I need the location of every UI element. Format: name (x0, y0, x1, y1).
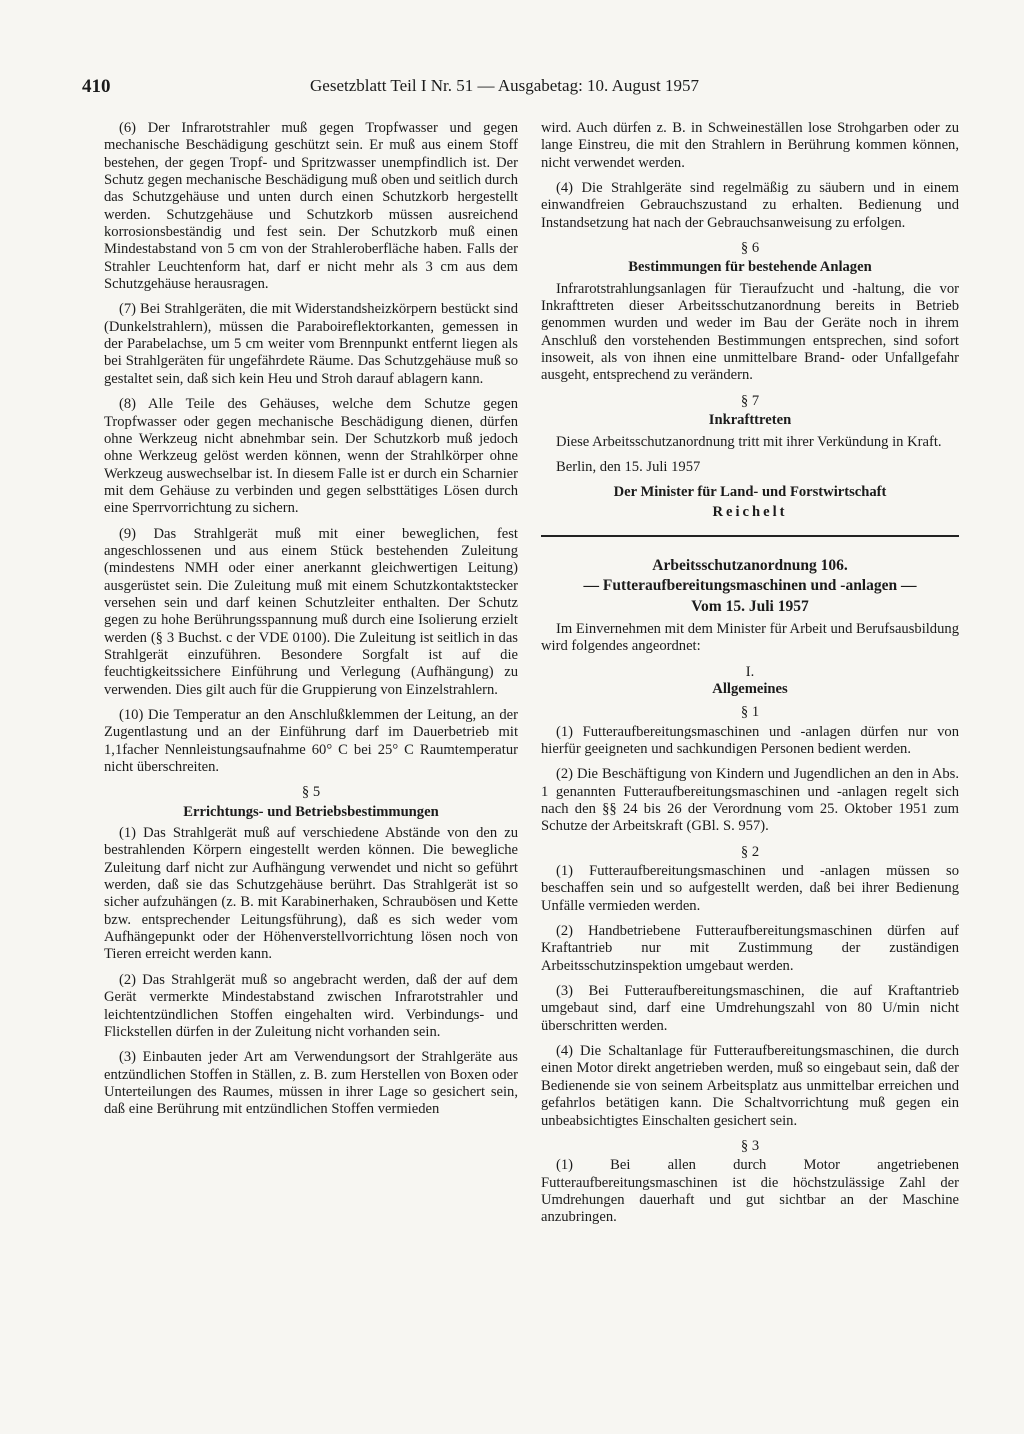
minister-title: Der Minister für Land- und Forstwirtschaft (613, 484, 887, 501)
section-1-paragraph-2: (2) Die Beschäftigung von Kindern und Jugendlichen an den in Abs. 1 genannten Futteraufbereitungsmaschinen und -anlagen regelt sich nach den §§ 24 bis 26 der Verordnung vom 25. Oktober 1951 zum Schutze der Arbeitskraft (GBl. S. 957). (541, 766, 959, 835)
section-6-number: § 6 (740, 240, 760, 257)
section-5-paragraph-2: (2) Das Strahlgerät muß so angebracht werden, daß der auf dem Gerät vermerkte Mindestabstand zwischen Infrarotstrahler und leichtentzündlichen Stoffen eingehalten wird. Verbindungs- und Flickstellen dürfen in der Zuleitung nicht vorhanden sein. (104, 971, 518, 1040)
paragraph-10: (10) Die Temperatur an den Anschlußklemmen der Leitung, an der Zugentlastung und an der Einführung darf im Dauerbetrieb mit 1,1facher Nennleistungsaufnahme 60° C bei 25° C Raumtemperatur nicht überschreiten. (104, 707, 518, 776)
section-3-paragraph-1: (1) Bei allen durch Motor angetriebenen Futteraufbereitungsmaschinen ist die höchstzulässige Zahl der Umdrehungen dauerhaft und gut sichtbar an der Maschine anzubringen. (541, 1157, 959, 1226)
section-5-paragraph-4: (4) Die Strahlgeräte sind regelmäßig zu säubern und in einem einwandfreien Gebrauchszustand zu erhalten. Bedienung und Instandsetzung hat nach der Gebrauchsanweisung zu erfolgen. (541, 180, 959, 231)
section-7-text: Diese Arbeitsschutzanordnung tritt mit ihrer Verkündung in Kraft. (556, 433, 942, 450)
part-number: I. (745, 663, 755, 680)
paragraph-7: (7) Bei Strahlgeräten, die mit Widerstandsheizkörpern bestückt sind (Dunkelstrahlern), müssen die Paraboireflektorkanten, gemessen in der Parabelachse, um 5 cm weiter vom Brennpunkt entfernt liegen als bei Strahlgeräten für ungefährdete Räume. Das Schutzgehäuse muß so gestaltet sein, daß sich kein Heu und Stroh darauf ablagern kann. (104, 301, 518, 387)
paragraph-9: (9) Das Strahlgerät muß mit einer beweglichen, fest angeschlossenen und aus einem Stück bestehenden Zuleitung (mindestens NMH oder einer anerkannt gleichwertigen Leitung) ausgerüstet sein. Die Zuleitung muß mit einem Schutzkontaktstecker versehen sein und darf keinen Schutzleiter enthalten. Der Schutz gegen zu hohe Berührungsspannung muß durch eine Isolierung erzielt werden (§ 3 Buchst. c der VDE 0100). Die Zuleitung ist seitlich in das Strahlgerät einzuführen. Besondere Sorgfalt ist auf die feuchtigkeitssichere Einführung und Verlegung (Aufhängung) zu verwenden. Dies gilt auch für die Gruppierung von Einzelstrahlern. (104, 525, 518, 698)
section-1-paragraph-1: (1) Futteraufbereitungsmaschinen und -anlagen dürfen nur von hierfür geeigneten und sachkundigen Personen bedient werden. (541, 723, 959, 757)
continued-paragraph: wird. Auch dürfen z. B. in Schweineställen lose Strohgarben oder zu lange Einstreu, die mit den Strahlern in Berührung kommen können, nicht verwendet werden. (541, 120, 959, 171)
section-6-title: Bestimmungen für bestehende Anlagen (628, 259, 872, 276)
section-5-paragraph-3: (3) Einbauten jeder Art am Verwendungsort der Strahlgeräte aus entzündlichen Stoffen in Ställen, z. B. zum Herstellen von Boxen oder Unterteilungen des Raumes, müssen in ihrer Lage so gesichert sein, daß eine Berührung mit entzündlichen Stoffen vermieden (104, 1049, 518, 1118)
left-column (104, 120, 518, 1127)
paragraph-6: (6) Der Infrarotstrahler muß gegen Tropfwasser und gegen mechanische Beschädigung geschützt sein. Er muß aus einem Stoff bestehen, der gegen Tropf- und Spritzwasser unempfindlich ist. Der Schutz gegen mechanische Beschädigung muß oben und seitlich durch das Schutzgehäuse und unten durch einen Schutzkorb hergestellt werden. Schutzgehäuse und Schutzkorb müssen ausreichend korrosionsbeständig und fest sein. Der Schutzkorb muß einen Mindestabstand von 5 cm von der Strahleroberfläche haben. Falls der Strahler Leuchtenform hat, darf er nicht mehr als 3 cm aus dem Schutzgehäuse herausragen. (104, 120, 518, 293)
signatory-name: Reichelt (712, 503, 788, 520)
section-2-number: § 2 (740, 843, 760, 860)
section-5-number: § 5 (301, 784, 321, 801)
paragraph-8: (8) Alle Teile des Gehäuses, welche dem Schutze gegen Tropfwasser oder gegen mechanische Beschädigung dienen, dürfen ohne Werkzeug nicht abnehmbar sein. Der Schutzkorb muß jedoch ohne Werkzeug gelöst werden können, wenn der Strahlkörper ohne Werkzeug auswechselbar ist. In diesem Falle ist er durch ein Scharnier mit dem Gehäuse zu verbinden und gegen selbsttätiges Lösen durch eine Sperrvorrichtung zu sichern. (104, 396, 518, 517)
section-2-paragraph-2: (2) Handbetriebene Futteraufbereitungsmaschinen dürfen auf Kraftantrieb nur mit Zustimmung der zuständigen Arbeitsschutzinspektion umgebaut werden. (541, 923, 959, 974)
section-5-paragraph-1: (1) Das Strahlgerät muß auf verschiedene Abstände von den zu bestrahlenden Körpern eingestellt werden können. Die bewegliche Zuleitung darf nicht zur Aufhängung verwendet und nicht so geführt werden, daß sie das Schutzgehäuse berührt. Das Strahlgerät ist so sicher aufzuhängen (z. B. mit Karabinerhaken, Schraubösen und Kette bzw. entsprechender Leitungsführung), daß es sich weder vom Aufhängepunkt oder der Höhenverstellvorrichtung lösen noch von Tieren erreicht werden kann. (104, 825, 518, 963)
section-2-paragraph-1: (1) Futteraufbereitungsmaschinen und -anlagen müssen so beschaffen sein und so aufgestellt werden, daß bei ihrer Bedienung Unfälle vermieden werden. (541, 863, 959, 914)
ordinance-title: Arbeitsschutzanordnung 106. (652, 556, 848, 574)
ordinance-date: Vom 15. Juli 1957 (691, 597, 809, 615)
place-date: Berlin, den 15. Juli 1957 (556, 458, 701, 475)
running-head: Gesetzblatt Teil I Nr. 51 — Ausgabetag: 10. August 1957 (310, 76, 699, 95)
section-divider (541, 535, 959, 537)
right-column (541, 120, 959, 1235)
section-5-title: Errichtungs- und Betriebsbestimmungen (183, 803, 439, 820)
section-1-number: § 1 (740, 704, 760, 721)
page-number: 410 (82, 76, 111, 97)
ordinance-intro: Im Einvernehmen mit dem Minister für Arbeit und Berufsausbildung wird folgendes angeordnet: (541, 620, 959, 655)
part-title: Allgemeines (712, 680, 788, 697)
section-7-number: § 7 (740, 392, 760, 409)
ordinance-subtitle: — Futteraufbereitungsmaschinen und -anlagen — (583, 577, 917, 595)
section-6-text: Infrarotstrahlungsanlagen für Tieraufzucht und -haltung, die vor Inkrafttreten dieser Arbeitsschutzanordnung bereits in Betrieb genommen wurden und weder im Bau der Geräte noch in ihrem Anschluß den vorstehenden Bestimmungen entsprechen, sind sofort insoweit, als von ihnen eine unmittelbare Brand- oder Unfallgefahr ausgeht, entsprechend zu verändern. (541, 280, 959, 384)
section-7-title: Inkrafttreten (708, 412, 792, 429)
page-header (82, 76, 762, 104)
section-3-number: § 3 (740, 1137, 760, 1154)
section-2-paragraph-4: (4) Die Schaltanlage für Futteraufbereitungsmaschinen, die durch einen Motor direkt angetrieben werden, muß so eingebaut sein, daß der Bedienende sie von seinem Arbeitsplatz aus unmittelbar erreichen und gefahrlos betätigen kann. Die Schaltvorrichtung muß gegen ein unbeabsichtigtes Einschalten gesichert sein. (541, 1043, 959, 1129)
section-2-paragraph-3: (3) Bei Futteraufbereitungsmaschinen, die auf Kraftantrieb umgebaut sind, darf eine Umdrehungszahl von 80 U/min nicht überschritten werden. (541, 983, 959, 1034)
